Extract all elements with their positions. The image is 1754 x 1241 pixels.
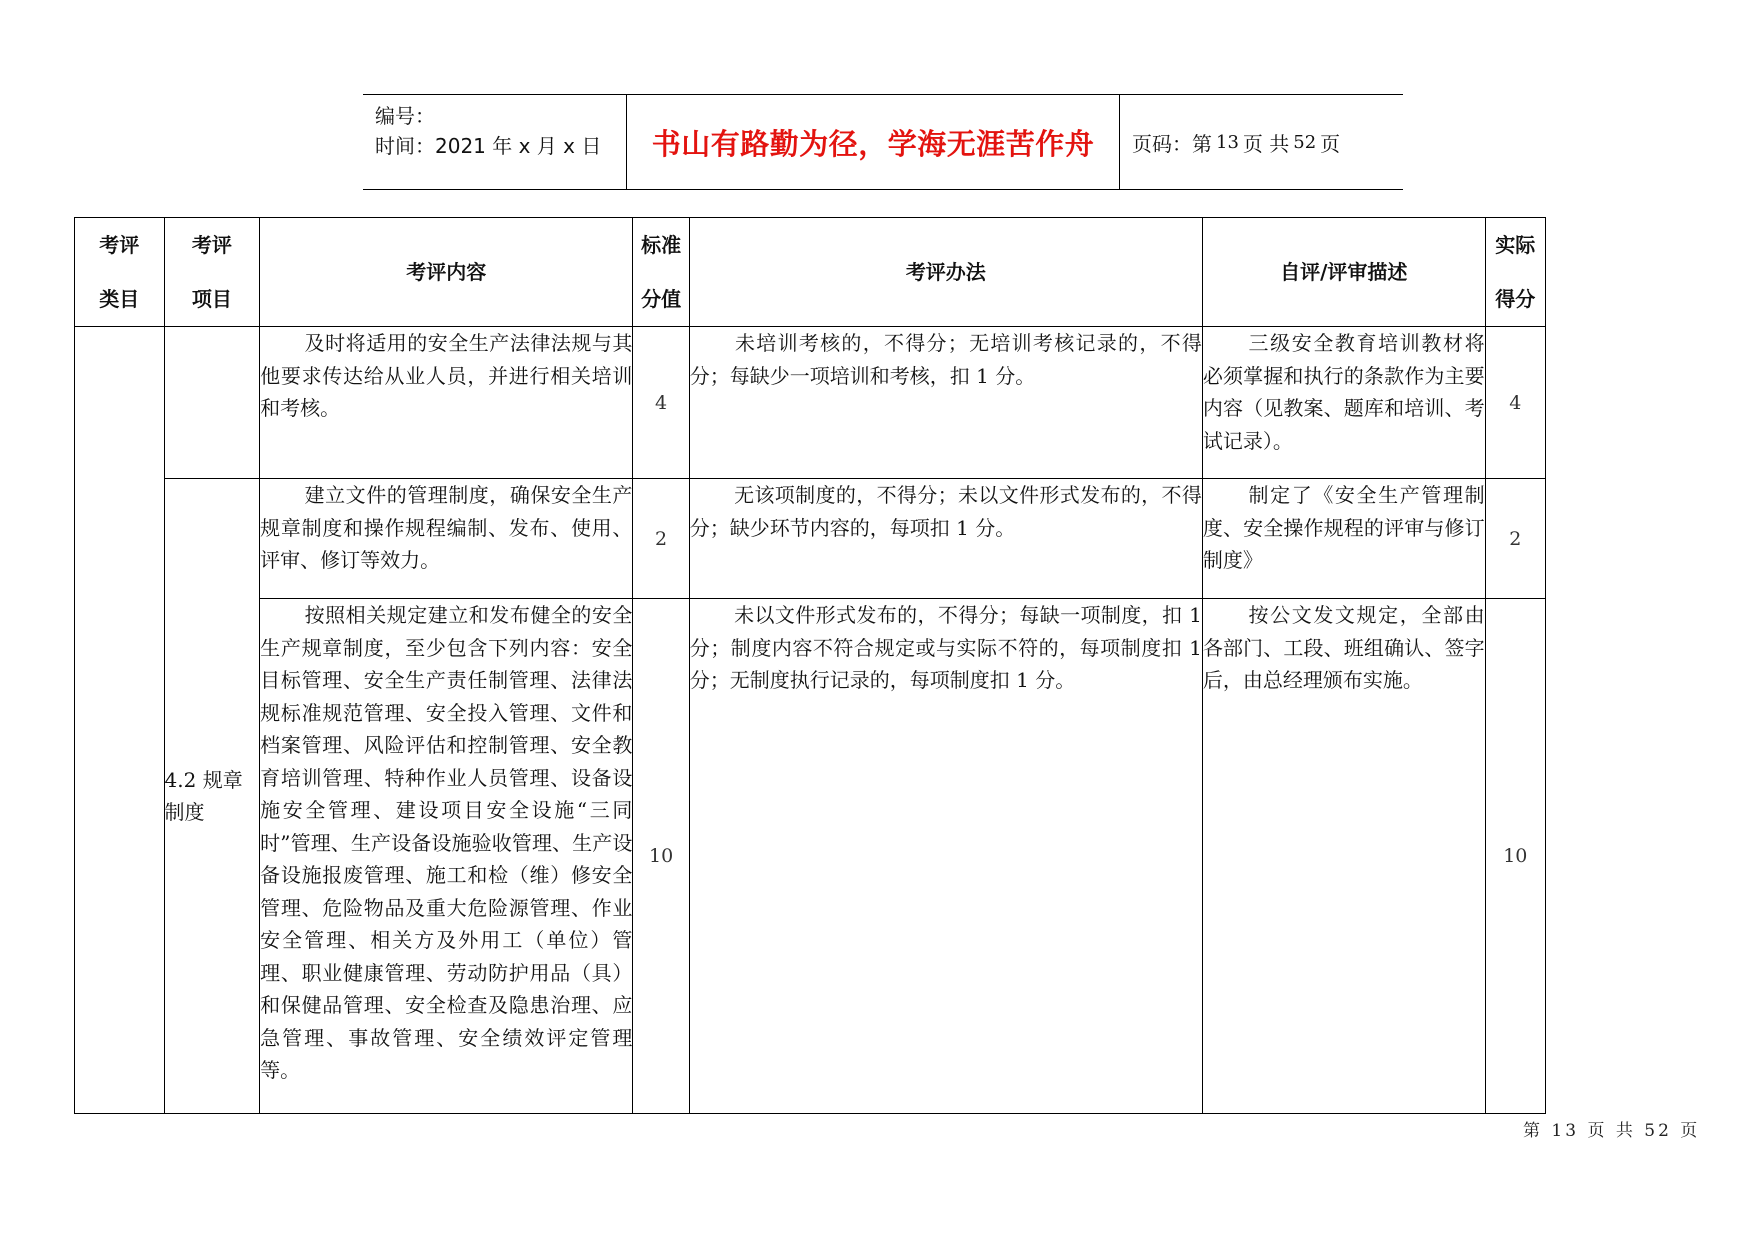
method-cell: 未培训考核的，不得分；无培训考核记录的，不得分；每缺少一项培训和考核，扣 1 分。 [689,327,1202,479]
header-actual-score: 实际 得分 [1485,218,1545,327]
content-cell: 按照相关规定建立和发布健全的安全生产规章制度，至少包含下列内容：安全目标管理、安全生产责任制管理、法律法规标准规范管理、安全投入管理、文件和档案管理、风险评估和控制管理、安全教育培训管理、特种作业人员管理、设备设施安全管理、建设项目安全设施“三同时”管理、生产设备设施验收管理、生产设备设施报废管理、施工和检（维）修安全管理、危险物品及重大危险源管理、作业安全管理、相关方及外用工（单位）管理、职业健康管理、劳动防护用品（具）和保健品管理、安全检查及隐患治理、应急管理、事故管理、安全绩效评定管理等。 [260,599,633,1114]
evaluation-table [74,217,1546,1114]
standard-score-cell: 2 [633,479,689,599]
serial-label: 编号： [375,104,435,128]
page-current: 13 [1216,131,1239,153]
table-row [75,479,1546,599]
standard-score-cell: 4 [633,327,689,479]
header-standard-score: 标准 分值 [633,218,689,327]
header-method: 考评办法 [689,218,1202,327]
category-cell [75,327,165,1114]
header-category: 考评 类目 [75,218,165,327]
page-prefix: 页码：第 [1132,131,1212,156]
actual-score-cell: 2 [1485,479,1545,599]
standard-score-cell: 10 [633,599,689,1114]
actual-score-cell: 10 [1485,599,1545,1114]
table-header-row [75,218,1546,327]
header-review: 自评/评审描述 [1202,218,1485,327]
actual-score-cell: 4 [1485,327,1545,479]
content-cell: 建立文件的管理制度，确保安全生产规章制度和操作规程编制、发布、使用、评审、修订等效力。 [260,479,633,599]
table-row [75,327,1546,479]
item-cell-empty [164,327,260,479]
review-cell: 按公文发文规定，全部由各部门、工段、班组确认、签字后，由总经理颁布实施。 [1202,599,1485,1114]
page-mid: 页 共 [1242,131,1290,156]
review-cell: 制定了《安全生产管理制度、安全操作规程的评审与修订制度》 [1202,479,1485,599]
method-cell: 无该项制度的，不得分；未以文件形式发布的，不得分；缺少环节内容的，每项扣 1 分。 [689,479,1202,599]
page-footer: 第 13 页 共 52 页 [1523,1121,1701,1141]
header-item: 考评 项目 [164,218,260,327]
table-row [75,599,1546,1114]
header-page-info [1120,95,1403,189]
item-cell: 4.2 规章制度 [164,479,260,1114]
content-cell: 及时将适用的安全生产法律法规与其他要求传达给从业人员，并进行相关培训和考核。 [260,327,633,479]
date-label: 时间：2021 年 x 月 x 日 [375,134,602,158]
method-cell: 未以文件形式发布的，不得分；每缺一项制度，扣 1 分；制度内容不符合规定或与实际不符的，每项制度扣 1 分；无制度执行记录的，每项制度扣 1 分。 [689,599,1202,1114]
review-cell: 三级安全教育培训教材将必须掌握和执行的条款作为主要内容（见教案、题库和培训、考试记录）。 [1202,327,1485,479]
document-header [363,94,1403,190]
page-total: 52 [1293,131,1317,153]
header-content: 考评内容 [260,218,633,327]
header-motto: 书山有路勤为径，学海无涯苦作舟 [627,95,1120,189]
header-meta [363,95,627,189]
page-suffix: 页 [1320,131,1341,156]
